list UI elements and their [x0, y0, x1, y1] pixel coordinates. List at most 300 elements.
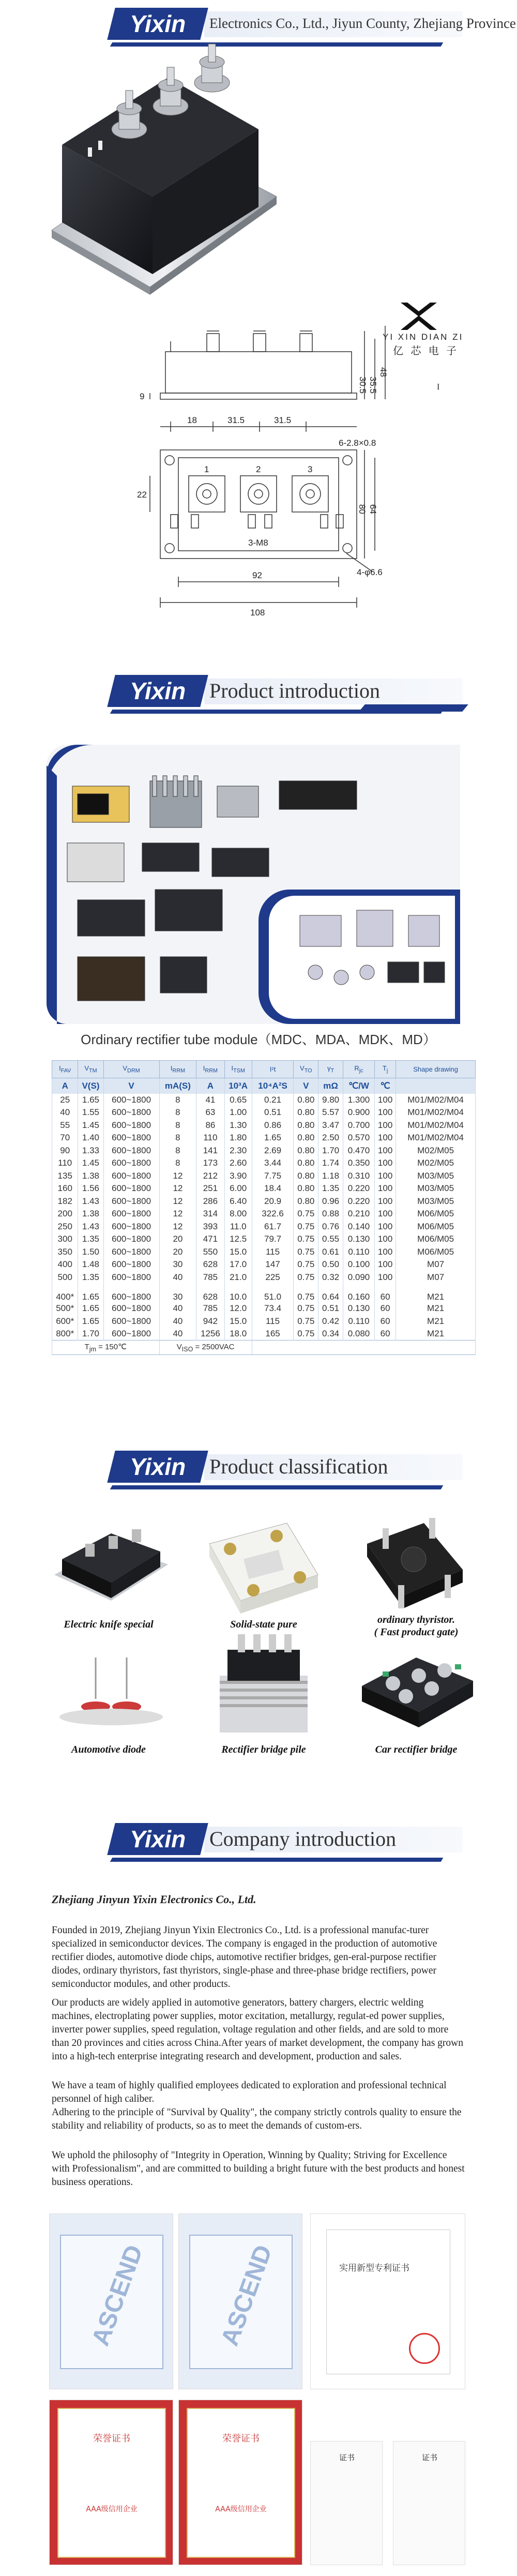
table-cell: 110 — [52, 1157, 78, 1170]
dim-bolt: 3-M8 — [248, 538, 268, 548]
table-cell: 1.45 — [78, 1157, 103, 1170]
table-header-cell: $I_{TSM}$ — [224, 1061, 252, 1078]
table-row — [52, 1258, 476, 1271]
table-unit-cell: V — [103, 1078, 159, 1094]
table-cell: M21 — [396, 1328, 476, 1340]
table-cell: 7.75 — [252, 1170, 294, 1183]
table-cell: 0.80 — [294, 1144, 318, 1157]
table-cell: 20.9 — [252, 1195, 294, 1208]
dim-108: 108 — [250, 608, 265, 617]
company-name: Zhejiang Jinyun Yixin Electronics Co., Ltd. — [52, 1893, 256, 1906]
table-cell: 0.75 — [294, 1221, 318, 1233]
section-product-intro — [0, 667, 517, 724]
table-cell: 6.40 — [224, 1195, 252, 1208]
table-cell: 1.43 — [78, 1221, 103, 1233]
table-cell: 550 — [196, 1246, 224, 1259]
table-cell: M02/M05 — [396, 1144, 476, 1157]
table-row — [52, 1221, 476, 1233]
table-cell: 12.5 — [224, 1233, 252, 1246]
table-cell: 600~1800 — [103, 1284, 159, 1302]
table-cell: 942 — [196, 1315, 224, 1328]
table-cell: 0.65 — [224, 1094, 252, 1107]
table-cell: M01/M02/M04 — [396, 1132, 476, 1144]
table-cell: 212 — [196, 1170, 224, 1183]
table-cell: 0.80 — [294, 1157, 318, 1170]
table-cell: 1.65 — [78, 1094, 103, 1107]
table-unit-cell: 10⁴A²S — [252, 1078, 294, 1094]
table-cell: 100 — [375, 1132, 396, 1144]
honor-certificate-1 — [49, 2400, 173, 2565]
table-cell: 30 — [159, 1258, 196, 1271]
table-cell: 20 — [159, 1246, 196, 1259]
table-cell: 0.090 — [343, 1271, 374, 1284]
table-cell: M01/M02/M04 — [396, 1094, 476, 1107]
table-row — [52, 1157, 476, 1170]
table-cell: 100 — [375, 1221, 396, 1233]
table-cell: 79.7 — [252, 1233, 294, 1246]
table-cell: 0.80 — [294, 1094, 318, 1107]
table-cell: M03/M05 — [396, 1170, 476, 1183]
table-cell: 100 — [375, 1094, 396, 1107]
table-cell: 0.75 — [294, 1302, 318, 1315]
table-cell: 0.080 — [343, 1328, 374, 1340]
table-unit-cell: mA(S) — [159, 1078, 196, 1094]
table-cell: M01/M02/M04 — [396, 1119, 476, 1132]
table-row — [52, 1182, 476, 1195]
table-cell: 100 — [375, 1106, 396, 1119]
table-row — [52, 1284, 476, 1302]
company-para-5: We uphold the philosophy of "Integrity in Operation, Winning by Quality; Striving for Excellence with Professionalism", and are committed to building a bright future with the best products and honest business operations. — [52, 2150, 465, 2188]
table-cell: 600~1800 — [103, 1106, 159, 1119]
class-label-rectifier-bridge: Rectifier bridge pile — [221, 1744, 306, 1755]
electric-knife-module-photo — [49, 1523, 173, 1611]
table-cell: 0.80 — [294, 1182, 318, 1195]
table-cell: 8 — [159, 1132, 196, 1144]
table-cell: 8 — [159, 1119, 196, 1132]
table-cell: 0.21 — [252, 1094, 294, 1107]
table-cell: 0.75 — [294, 1284, 318, 1302]
table-cell: 60 — [375, 1284, 396, 1302]
table-cell: 12 — [159, 1195, 196, 1208]
table-cell: 160 — [52, 1182, 78, 1195]
table-cell: 6.00 — [224, 1182, 252, 1195]
table-cell: 1.65 — [78, 1302, 103, 1315]
table-cell: 100 — [375, 1208, 396, 1221]
brand-text: Yixin — [129, 1826, 186, 1852]
certificate-small-2 — [393, 2441, 465, 2565]
table-cell: M03/M05 — [396, 1182, 476, 1195]
table-cell: 12.0 — [224, 1302, 252, 1315]
table-cell: 600~1800 — [103, 1233, 159, 1246]
table-cell: 100 — [375, 1271, 396, 1284]
table-cell: 41 — [196, 1094, 224, 1107]
table-cell: 400 — [52, 1258, 78, 1271]
table-cell: 61.7 — [252, 1221, 294, 1233]
dim-92: 92 — [252, 570, 262, 580]
section-title: Product classification — [209, 1455, 388, 1478]
honor-title-1: 荣誉证书 — [93, 2433, 130, 2444]
table-cell: 1.70 — [318, 1144, 343, 1157]
table-units-row — [52, 1078, 476, 1094]
table-cell: 3.90 — [224, 1170, 252, 1183]
table-cell: 17.0 — [224, 1258, 252, 1271]
table-cell: 55 — [52, 1119, 78, 1132]
table-cell: 628 — [196, 1258, 224, 1271]
table-cell: 500 — [52, 1271, 78, 1284]
table-cell: 0.75 — [294, 1328, 318, 1340]
table-cell: 0.34 — [318, 1328, 343, 1340]
brand-badge — [107, 1823, 208, 1855]
table-cell: 1.50 — [78, 1246, 103, 1259]
iso-brand-2: ASCEND — [216, 2241, 278, 2349]
table-cell: 0.570 — [343, 1132, 374, 1144]
table-row — [52, 1271, 476, 1284]
table-cell: 0.96 — [318, 1195, 343, 1208]
class-label-thyristor: ordinary thyristor. ( Fast product gate) — [374, 1614, 459, 1638]
table-unit-cell: V — [294, 1078, 318, 1094]
section-company-intro — [0, 1815, 517, 1872]
table-cell: 1.18 — [318, 1170, 343, 1183]
brand-text: Yixin — [129, 1453, 186, 1480]
table-header-row — [52, 1061, 476, 1078]
table-cell: 110 — [196, 1132, 224, 1144]
table-cell: 600~1800 — [103, 1315, 159, 1328]
table-cell: 0.75 — [294, 1246, 318, 1259]
table-cell: 100 — [375, 1170, 396, 1183]
table-cell: 8 — [159, 1106, 196, 1119]
utility-patent-certificate — [310, 2213, 465, 2389]
red-seal-icon — [409, 2333, 440, 2364]
table-cell: 0.80 — [294, 1195, 318, 1208]
table-row — [52, 1144, 476, 1157]
module-product-photo — [41, 26, 279, 295]
table-cell: 100 — [375, 1246, 396, 1259]
cert-title-2: 证书 — [421, 2453, 437, 2462]
table-cell: 0.75 — [294, 1208, 318, 1221]
table-body — [52, 1094, 476, 1355]
table-cell: 100 — [375, 1144, 396, 1157]
table-cell: 0.32 — [318, 1271, 343, 1284]
table-cell: 1.65 — [78, 1315, 103, 1328]
table-cell: 1.38 — [78, 1170, 103, 1183]
table-cell: M21 — [396, 1284, 476, 1302]
table-cell: 18.0 — [224, 1328, 252, 1340]
table-cell: 600* — [52, 1315, 78, 1328]
section-product-class — [0, 1443, 517, 1500]
table-row — [52, 1208, 476, 1221]
table-cell: 0.900 — [343, 1106, 374, 1119]
table-cell: 3.47 — [318, 1119, 343, 1132]
table-cell: 60 — [375, 1315, 396, 1328]
table-cell: M07 — [396, 1271, 476, 1284]
table-cell: 0.88 — [318, 1208, 343, 1221]
table-cell: 100 — [375, 1258, 396, 1271]
table-header-cell: $V_{TM}$ — [78, 1061, 103, 1078]
logo-mark: I — [437, 383, 440, 391]
table-unit-cell: A — [52, 1078, 78, 1094]
automotive-diode-photo — [49, 1652, 173, 1730]
table-cell: 70 — [52, 1132, 78, 1144]
honor-certificate-2 — [178, 2400, 302, 2565]
table-cell: 1.48 — [78, 1258, 103, 1271]
table-cell: 0.76 — [318, 1221, 343, 1233]
table-unit-cell: mΩ — [318, 1078, 343, 1094]
table-header-cell: $I_{RRM}$ — [159, 1061, 196, 1078]
table-row — [52, 1328, 476, 1340]
table-cell: 12 — [159, 1182, 196, 1195]
class-label-automotive-diode: Automotive diode — [71, 1744, 146, 1755]
table-header-cell: $I_{RRM}$ — [196, 1061, 224, 1078]
table-cell: M01/M02/M04 — [396, 1106, 476, 1119]
table-cell: 8 — [159, 1144, 196, 1157]
table-cell: 0.55 — [318, 1233, 343, 1246]
table-cell: M21 — [396, 1302, 476, 1315]
table-cell: 1.56 — [78, 1182, 103, 1195]
table-cell: 15.0 — [224, 1315, 252, 1328]
table-cell: 2.60 — [224, 1157, 252, 1170]
dim-22: 22 — [137, 490, 147, 500]
table-cell: 0.80 — [294, 1106, 318, 1119]
iso-certificate-1 — [49, 2213, 173, 2389]
dim-hole: 6-2.8×0.8 — [339, 438, 376, 448]
table-header-cell: I²t — [252, 1061, 294, 1078]
table-cell: 51.0 — [252, 1284, 294, 1302]
table-cell: 0.80 — [294, 1119, 318, 1132]
table-cell: 1.55 — [78, 1106, 103, 1119]
honor-sub-2: AAA级信用企业 — [215, 2505, 267, 2513]
table-cell: 8 — [159, 1157, 196, 1170]
table-cell: 12 — [159, 1221, 196, 1233]
pin-2: 2 — [256, 464, 261, 474]
table-cell: 600~1800 — [103, 1246, 159, 1259]
rectifier-bridge-photo — [204, 1629, 323, 1738]
table-header-cell: $V_{DRM}$ — [103, 1061, 159, 1078]
table-header-cell: $T_j$ — [375, 1061, 396, 1078]
table-cell: 785 — [196, 1271, 224, 1284]
company-para-4: Adhering to the principle of "Survival by Quality", the company strictly controls quality to ensure the stability and reliability of products, so as to meet the demands of custom-ers. — [52, 2107, 462, 2131]
table-row — [52, 1315, 476, 1328]
table-cell: 20 — [159, 1233, 196, 1246]
table-cell: M06/M05 — [396, 1208, 476, 1221]
table-cell: 141 — [196, 1144, 224, 1157]
header-accent — [359, 704, 468, 712]
table-cell: M03/M05 — [396, 1195, 476, 1208]
table-cell: 0.61 — [318, 1246, 343, 1259]
table-cell: 1.300 — [343, 1094, 374, 1107]
footer-viso: $V_{ISO} = 2500VAC$ — [159, 1340, 252, 1355]
table-cell: 0.220 — [343, 1182, 374, 1195]
table-cell: 60 — [375, 1302, 396, 1315]
table-cell: 600~1800 — [103, 1157, 159, 1170]
table-cell: M07 — [396, 1258, 476, 1271]
table-cell: 9.80 — [318, 1094, 343, 1107]
table-row — [52, 1246, 476, 1259]
table-cell: 21.0 — [224, 1271, 252, 1284]
table-cell: 0.51 — [252, 1106, 294, 1119]
table-cell: 600~1800 — [103, 1094, 159, 1107]
table-cell: 2.30 — [224, 1144, 252, 1157]
table-cell: 182 — [52, 1195, 78, 1208]
table-header-cell: $I_{FAV}$ — [52, 1061, 78, 1078]
table-cell: 0.140 — [343, 1221, 374, 1233]
table-cell: 100 — [375, 1233, 396, 1246]
table-cell: 1256 — [196, 1328, 224, 1340]
table-unit-cell — [396, 1078, 476, 1094]
table-cell: 600~1800 — [103, 1182, 159, 1195]
table-cell: 600~1800 — [103, 1195, 159, 1208]
table-cell: 63 — [196, 1106, 224, 1119]
footer-empty — [252, 1340, 475, 1355]
table-cell: 471 — [196, 1233, 224, 1246]
table-cell: 300 — [52, 1233, 78, 1246]
table-cell: 18.4 — [252, 1182, 294, 1195]
table-cell: 0.310 — [343, 1170, 374, 1183]
table-cell: 0.350 — [343, 1157, 374, 1170]
table-cell: 60 — [375, 1328, 396, 1340]
table-cell: 800* — [52, 1328, 78, 1340]
table-cell: 1.65 — [78, 1284, 103, 1302]
table-cell: 12 — [159, 1170, 196, 1183]
dim-80: 80 — [357, 504, 367, 514]
table-cell: 147 — [252, 1258, 294, 1271]
table-cell: 0.80 — [294, 1170, 318, 1183]
table-cell: 1.80 — [224, 1132, 252, 1144]
table-cell: 115 — [252, 1246, 294, 1259]
table-cell: 0.75 — [294, 1233, 318, 1246]
table-cell: 1.65 — [252, 1132, 294, 1144]
table-cell: 0.75 — [294, 1258, 318, 1271]
table-cell: 1.38 — [78, 1208, 103, 1221]
table-cell: M06/M05 — [396, 1233, 476, 1246]
table-cell: 393 — [196, 1221, 224, 1233]
table-cell: 1.35 — [78, 1233, 103, 1246]
table-row — [52, 1132, 476, 1144]
table-cell: 30 — [159, 1284, 196, 1302]
table-cell: 600~1800 — [103, 1119, 159, 1132]
footer-tj: $T_{jm}$ = 150℃ — [52, 1340, 160, 1355]
company-para-3: We have a team of highly qualified employees dedicated to exploration and professional technical personnel of high caliber. — [52, 2080, 447, 2104]
table-cell: 0.210 — [343, 1208, 374, 1221]
table-cell: 0.160 — [343, 1284, 374, 1302]
table-cell: 0.75 — [294, 1271, 318, 1284]
pin-1: 1 — [204, 464, 209, 474]
table-header-cell: $\gamma_T$ — [318, 1061, 343, 1078]
table-cell: 5.57 — [318, 1106, 343, 1119]
table-row — [52, 1119, 476, 1132]
table-unit-cell: V(S) — [78, 1078, 103, 1094]
company-para-1: Founded in 2019, Zhejiang Jinyun Yixin Electronics Co., Ltd. is a professional manufac-turer specialized in semiconductor devices. The company is engaged in the production of automotive rectifier diodes, automotive diode chips, automotive rectifier bridges, gen-eral-purpose rectifier diodes, ordinary thyristors, fast thyristors, single-phase and three-phase bridge rectifiers, power semiconductor modules, and other products. — [52, 1925, 437, 1990]
class-label-electric-knife: Electric knife special — [64, 1619, 154, 1630]
table-cell: 628 — [196, 1284, 224, 1302]
table-cell: 2.50 — [318, 1132, 343, 1144]
table-cell: 100 — [375, 1182, 396, 1195]
table-cell: 0.700 — [343, 1119, 374, 1132]
table-cell: 200 — [52, 1208, 78, 1221]
cert-title-1: 证书 — [339, 2453, 355, 2462]
table-cell: 0.86 — [252, 1119, 294, 1132]
table-unit-cell: ℃/W — [343, 1078, 374, 1094]
table-cell: 600~1800 — [103, 1302, 159, 1315]
table-header-cell: $R_{jc}$ — [343, 1061, 374, 1078]
table-row — [52, 1170, 476, 1183]
table-cell: 286 — [196, 1195, 224, 1208]
dim-18: 18 — [187, 415, 197, 425]
table-cell: 0.470 — [343, 1144, 374, 1157]
product-collage — [47, 745, 476, 1024]
table-cell: 0.42 — [318, 1315, 343, 1328]
table-header-cell: Shape drawing — [396, 1061, 476, 1078]
table-cell: 100 — [375, 1157, 396, 1170]
table-cell: 173 — [196, 1157, 224, 1170]
table-cell: 11.0 — [224, 1221, 252, 1233]
rectifier-spec-table — [52, 1060, 476, 1355]
table-cell: 3.44 — [252, 1157, 294, 1170]
table-cell: 600~1800 — [103, 1132, 159, 1144]
brand-text: Yixin — [129, 10, 186, 37]
table-cell: M02/M05 — [396, 1157, 476, 1170]
dim-48: 48 — [378, 367, 388, 377]
table-cell: 0.220 — [343, 1195, 374, 1208]
dim-31-5-a: 31.5 — [227, 415, 245, 425]
table-header-cell: $V_{TO}$ — [294, 1061, 318, 1078]
table-cell: 12 — [159, 1208, 196, 1221]
table-cell: 400* — [52, 1284, 78, 1302]
table-cell: 600~1800 — [103, 1208, 159, 1221]
table-cell: 1.35 — [318, 1182, 343, 1195]
table-cell: 600~1800 — [103, 1144, 159, 1157]
company-line: Electronics Co., Ltd., Jiyun County, Zhejiang Province — [209, 16, 516, 31]
table-cell: 1.40 — [78, 1132, 103, 1144]
iso-brand-1: ASCEND — [86, 2241, 148, 2349]
table-cell: M06/M05 — [396, 1221, 476, 1233]
table-footer-row — [52, 1340, 476, 1355]
table-cell: 250 — [52, 1221, 78, 1233]
class-label-car-rectifier: Car rectifier bridge — [375, 1744, 458, 1755]
table-cell: 165 — [252, 1328, 294, 1340]
table-cell: 225 — [252, 1271, 294, 1284]
table-cell: 0.110 — [343, 1315, 374, 1328]
car-rectifier-bridge-photo — [352, 1645, 481, 1733]
table-cell: 0.64 — [318, 1284, 343, 1302]
table-title: Ordinary rectifier tube module（MDC、MDA、MDK、MD） — [81, 1032, 436, 1047]
table-cell: 2.69 — [252, 1144, 294, 1157]
table-cell: 1.30 — [224, 1119, 252, 1132]
table-row — [52, 1106, 476, 1119]
utility-title: 实用新型专利证书 — [339, 2263, 409, 2273]
table-row — [52, 1233, 476, 1246]
logo-chinese: 亿 芯 电 子 — [393, 344, 459, 357]
iso-certificate-2 — [178, 2213, 302, 2389]
table-cell: 10.0 — [224, 1284, 252, 1302]
table-cell: 115 — [252, 1315, 294, 1328]
table-cell: 1.70 — [78, 1328, 103, 1340]
table-cell: 40 — [159, 1302, 196, 1315]
dim-64: 64 — [368, 504, 378, 514]
table-cell: 500* — [52, 1302, 78, 1315]
table-cell: 600~1800 — [103, 1170, 159, 1183]
table-cell: 135 — [52, 1170, 78, 1183]
table-cell: 86 — [196, 1119, 224, 1132]
table-cell: 600~1800 — [103, 1271, 159, 1284]
table-cell: 73.4 — [252, 1302, 294, 1315]
table-cell: 1.45 — [78, 1119, 103, 1132]
dim-35-5: 35.5 — [368, 376, 378, 394]
table-cell: 1.43 — [78, 1195, 103, 1208]
table-cell: 25 — [52, 1094, 78, 1107]
section-title: Company introduction — [209, 1827, 397, 1850]
certificate-small-1 — [310, 2441, 383, 2565]
table-unit-cell: ℃ — [375, 1078, 396, 1094]
